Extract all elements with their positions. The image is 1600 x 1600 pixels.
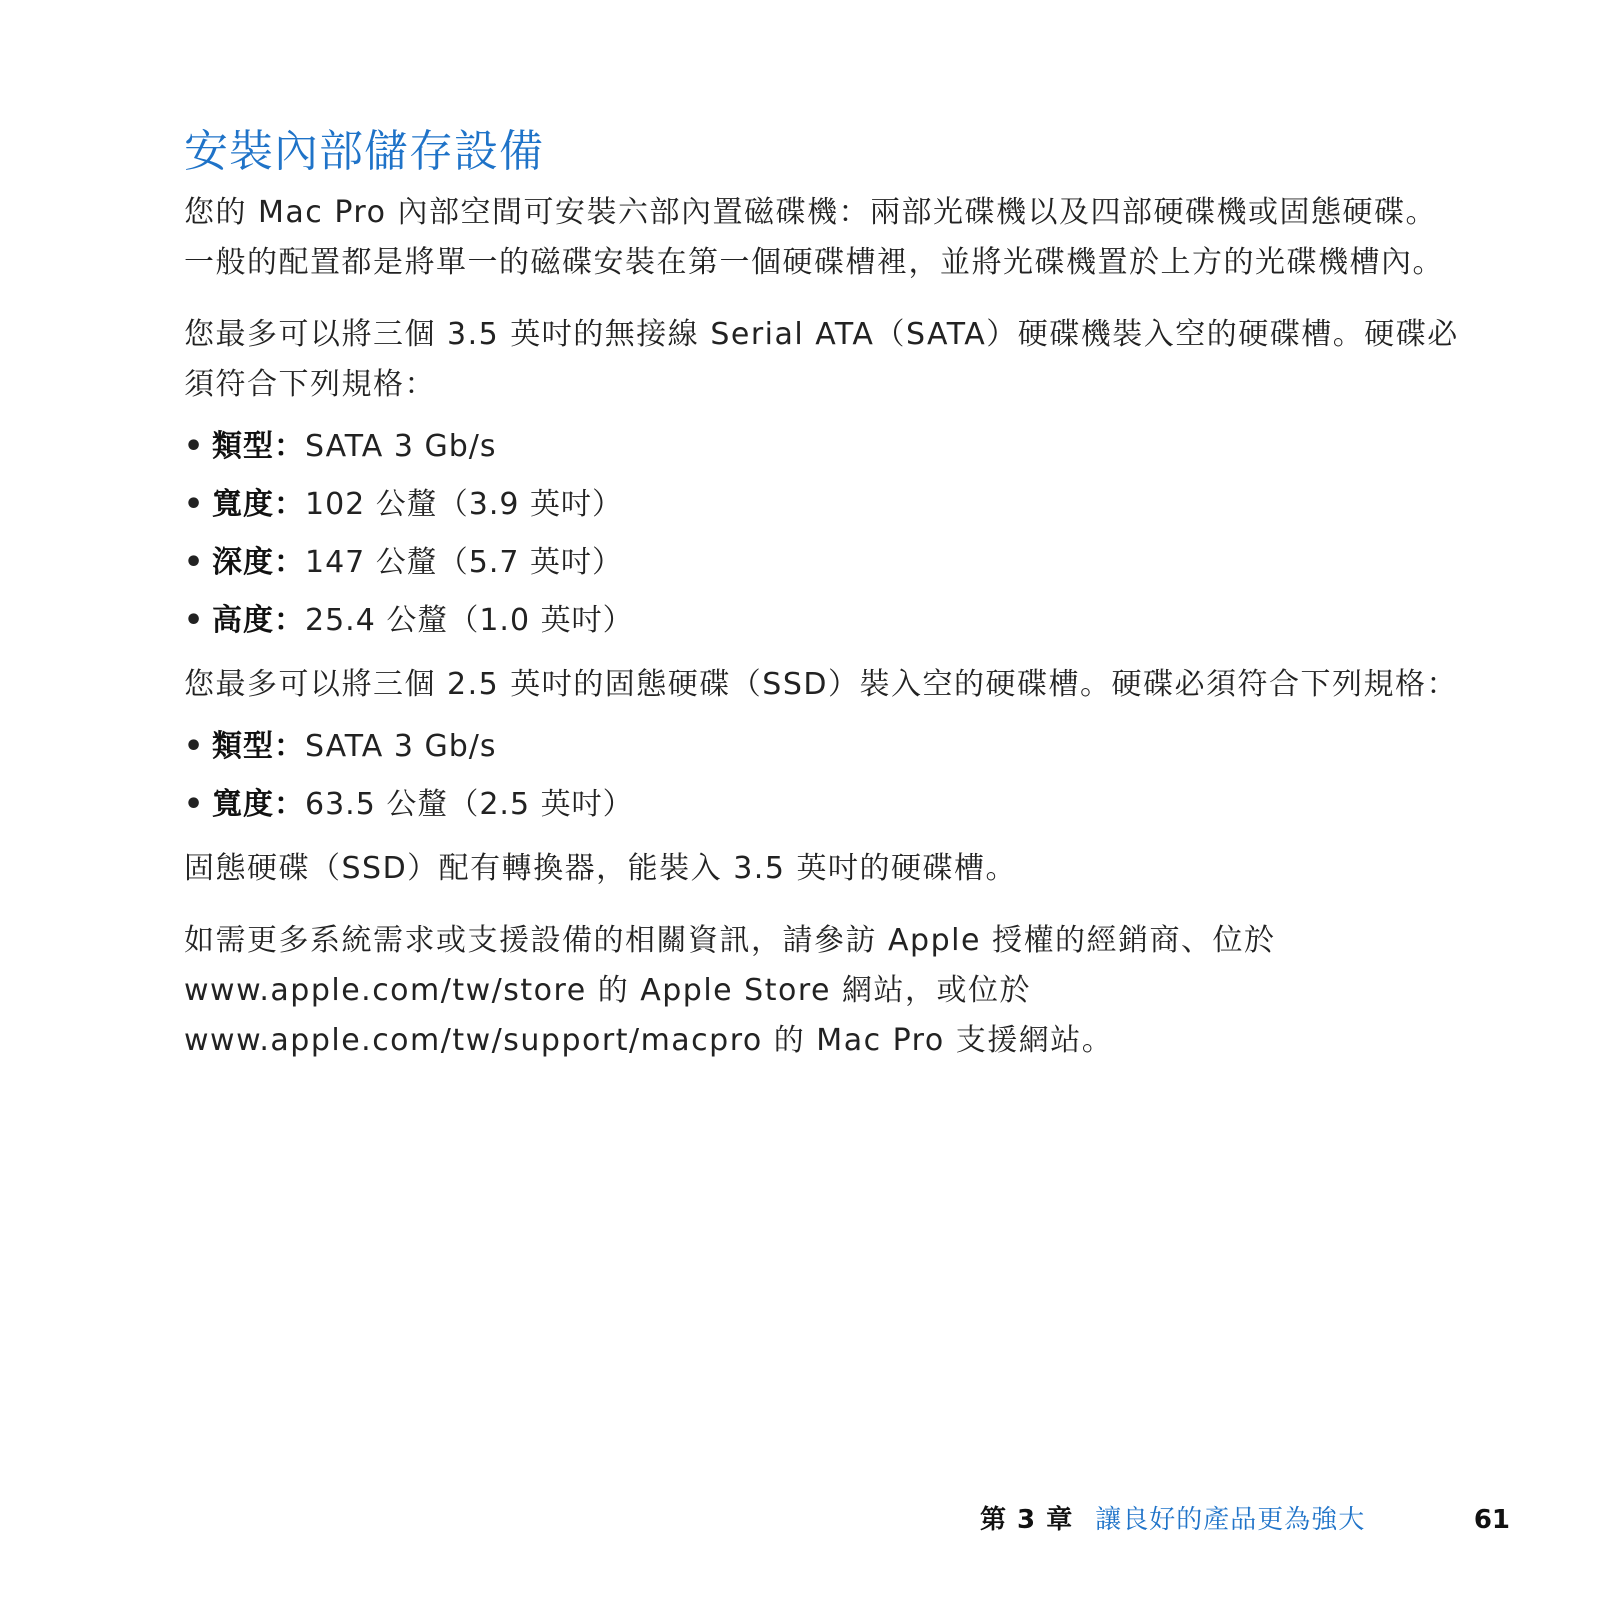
- bullet-icon: •: [184, 429, 205, 464]
- spec-label: 類型：: [212, 729, 305, 764]
- bullet-icon: •: [184, 787, 205, 822]
- bullet-icon: •: [184, 729, 205, 764]
- page-title: 安裝內部儲存設備: [184, 126, 544, 177]
- bullet-icon: •: [184, 603, 205, 638]
- spec-value: 63.5 公釐（2.5 英吋）: [305, 787, 634, 822]
- spec-label: 高度：: [212, 603, 305, 638]
- ssd-adapter-paragraph: 固態硬碟（SSD）配有轉換器，能裝入 3.5 英吋的硬碟槽。: [184, 851, 1017, 886]
- spec-value: SATA 3 Gb/s: [305, 729, 497, 764]
- bullet-icon: •: [184, 487, 205, 522]
- page-content: [184, 122, 1464, 1088]
- chapter-title: 讓良好的產品更為強大: [1095, 1505, 1366, 1535]
- hdd-spec-list: [184, 428, 1464, 640]
- hdd-intro-paragraph: 您最多可以將三個 3.5 英吋的無接線 Serial ATA（SATA）硬碟機裝入空的硬碟槽。硬碟必須符合下列規格：: [184, 317, 1459, 402]
- hdd-spec-width: [184, 486, 1464, 524]
- spec-value: 147 公釐（5.7 英吋）: [305, 545, 624, 580]
- ssd-spec-list: [184, 728, 1464, 824]
- spec-value: 102 公釐（3.9 英吋）: [305, 487, 624, 522]
- spec-label: 寬度：: [212, 787, 305, 822]
- spec-label: 深度：: [212, 545, 305, 580]
- ssd-spec-width: [184, 786, 1464, 824]
- hdd-spec-type: [184, 428, 1464, 466]
- spec-label: 類型：: [212, 429, 305, 464]
- ssd-intro-paragraph: 您最多可以將三個 2.5 英吋的固態硬碟（SSD）裝入空的硬碟槽。硬碟必須符合下列規格：: [184, 667, 1458, 702]
- intro-paragraph: 您的 Mac Pro 內部空間可安裝六部內置磁碟機：兩部光碟機以及四部硬碟機或固態硬碟。一般的配置都是將單一的磁碟安裝在第一個硬碟槽裡，並將光碟機置於上方的光碟機槽內。: [184, 195, 1444, 280]
- page-footer: [980, 1500, 1540, 1540]
- spec-value: 25.4 公釐（1.0 英吋）: [305, 603, 634, 638]
- chapter-number: 第 3 章: [980, 1505, 1074, 1535]
- more-info-paragraph: 如需更多系統需求或支援設備的相關資訊，請參訪 Apple 授權的經銷商、位於 www.apple.com/tw/store 的 Apple Store 網站，或位於 www.apple.com/tw/support/macpro 的 Mac Pro 支援網站。: [184, 923, 1276, 1058]
- spec-label: 寬度：: [212, 487, 305, 522]
- bullet-icon: •: [184, 545, 205, 580]
- ssd-spec-type: [184, 728, 1464, 766]
- hdd-spec-depth: [184, 544, 1464, 582]
- spec-value: SATA 3 Gb/s: [305, 429, 497, 464]
- page-number: 61: [1473, 1505, 1510, 1535]
- hdd-spec-height: [184, 602, 1464, 640]
